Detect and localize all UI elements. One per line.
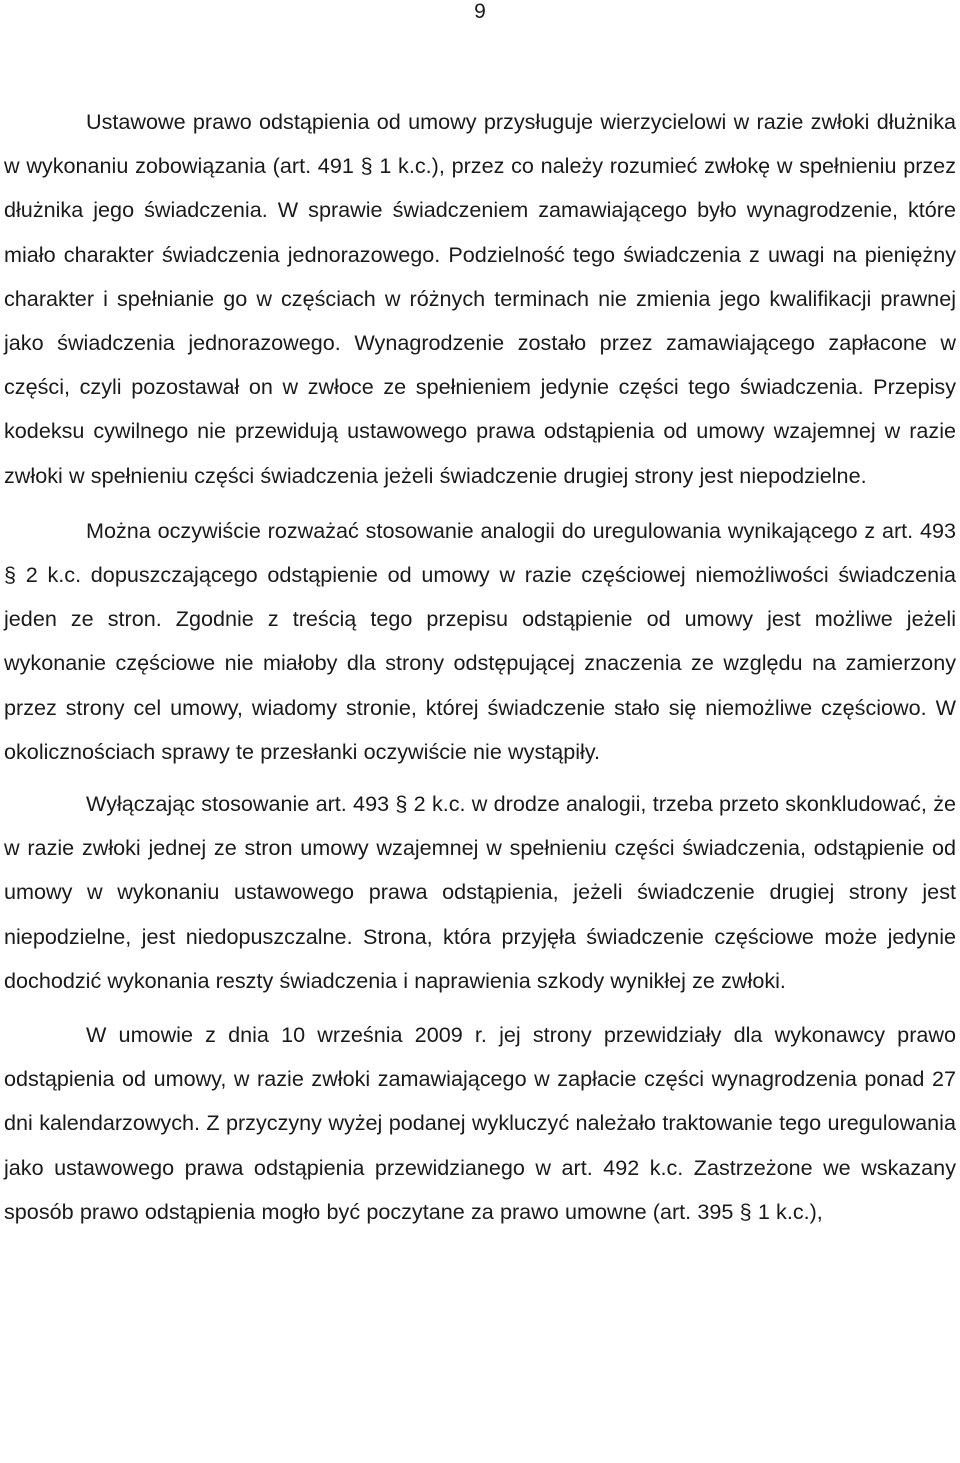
paragraph-statutory-withdrawal: Ustawowe prawo odstąpienia od umowy przysługuje wierzycielowi w razie zwłoki dłużnika w wykonaniu zobowiązania (art. 491 § 1 k.c.), przez co należy rozumieć zwłokę w spełnieniu przez dłużnika jego świadczenia. W sprawie świadczeniem zamawiającego było wynagrodzenie, które miało charakter świadczenia jednorazowego. Podzielność tego świadczenia z uwagi na pieniężny charakter i spełnianie go w częściach w różnych terminach nie zmienia jego kwalifikacji prawnej jako świadczenia jednorazowego. Wynagrodzenie zostało przez zamawiającego zapłacone w części, czyli pozostawał on w zwłoce ze spełnieniem jedynie części tego świadczenia. Przepisy kodeksu cywilnego nie przewidują ustawowego prawa odstąpienia od umowy wzajemnej w razie zwłoki w spełnieniu części świadczenia jeżeli świadczenie drugiej strony jest niepodzielne.	[4, 109, 956, 488]
page-number: 9	[474, 0, 486, 23]
document-body	[4, 100, 956, 1234]
paragraph-analogy: Można oczywiście rozważać stosowanie analogii do uregulowania wynikającego z art. 493 § 2 k.c. dopuszczającego odstąpienie od umowy w razie częściowej niemożliwości świadczenia jeden ze stron. Zgodnie z treścią tego przepisu odstąpienie od umowy jest możliwe jeżeli wykonanie częściowe nie miałoby dla strony odstępującej znaczenia ze względu na zamierzony przez strony cel umowy, wiadomy stronie, której świadczenie stało się niemożliwe częściowo. W okolicznościach sprawy te przesłanki oczywiście nie wystąpiły.	[4, 517, 956, 764]
paragraph-contract-clause: W umowie z dnia 10 września 2009 r. jej strony przewidziały dla wykonawcy prawo odstąpienia od umowy, w razie zwłoki zamawiającego w zapłacie części wynagrodzenia ponad 27 dni kalendarzowych. Z przyczyny wyżej podanej wykluczyć należało traktowanie tego uregulowania jako ustawowego prawa odstąpienia przewidzianego w art. 492 k.c. Zastrzeżone we wskazany sposób prawo odstąpienia mogło być poczytane za prawo umowne (art. 395 § 1 k.c.),	[4, 1022, 956, 1224]
paragraph-conclusion: Wyłączając stosowanie art. 493 § 2 k.c. w drodze analogii, trzeba przeto skonkludować, że w razie zwłoki jednej ze stron umowy wzajemnej w spełnieniu części świadczenia, odstąpienie od umowy w wykonaniu ustawowego prawa odstąpienia, jeżeli świadczenie drugiej strony jest niepodzielne, jest niedopuszczalne. Strona, która przyjęła świadczenie częściowe może jedynie dochodzić wykonania reszty świadczenia i naprawienia szkody wynikłej ze zwłoki.	[4, 791, 956, 993]
